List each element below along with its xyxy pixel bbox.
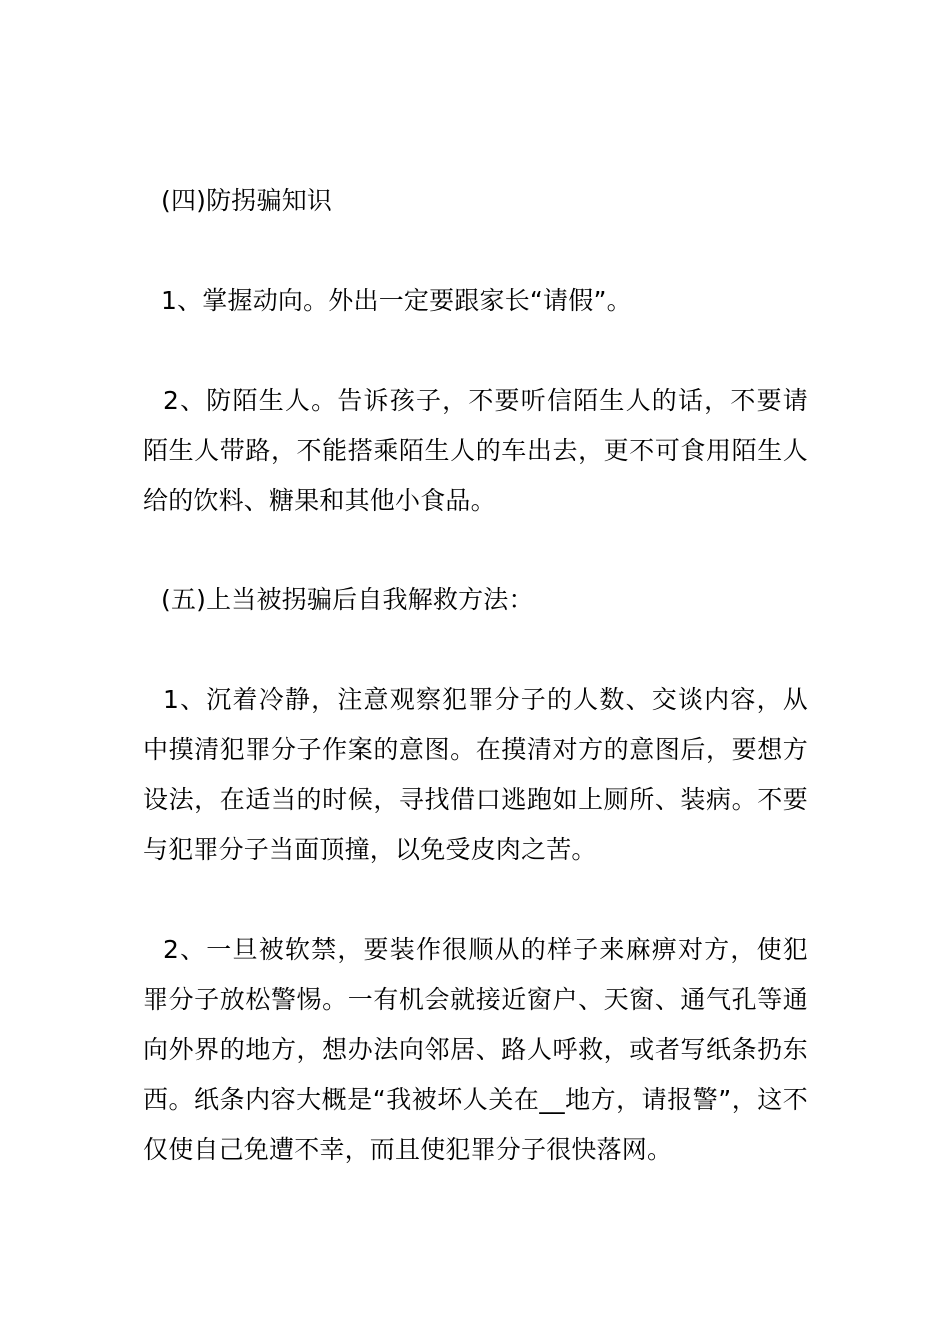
paragraph-beware-strangers: 2、防陌生人。告诉孩子，不要听信陌生人的话，不要请陌生人带路，不能搭乘陌生人的车出去，更不可食用陌生人给的饮料、糖果和其他小食品。 [143,386,808,515]
section-heading-four: (四)防拐骗知识 [161,186,333,215]
paragraph-grasp-whereabouts: 1、掌握动向。外出一定要跟家长“请假”。 [161,286,632,315]
paragraph-stay-calm: 1、沉着冷静，注意观察犯罪分子的人数、交谈内容，从中摸清犯罪分子作案的意图。在摸清对方的意图后，要想方设法，在适当的时候，寻找借口逃跑如上厕所、装病。不要与犯罪分子当面顶撞，以免受皮肉之苦。 [143,685,808,864]
paragraph-if-confined: 2、一旦被软禁，要装作很顺从的样子来麻痹对方，使犯罪分子放松警惕。一有机会就接近窗户、天窗、通气孔等通向外界的地方，想办法向邻居、路人呼救，或者写纸条扔东西。纸条内容大概是“我被坏人关在__地方，请报警”，这不仅使自己免遭不幸，而且使犯罪分子很快落网。 [143,935,808,1164]
section-heading-five: (五)上当被拐骗后自我解救方法： [161,585,534,614]
